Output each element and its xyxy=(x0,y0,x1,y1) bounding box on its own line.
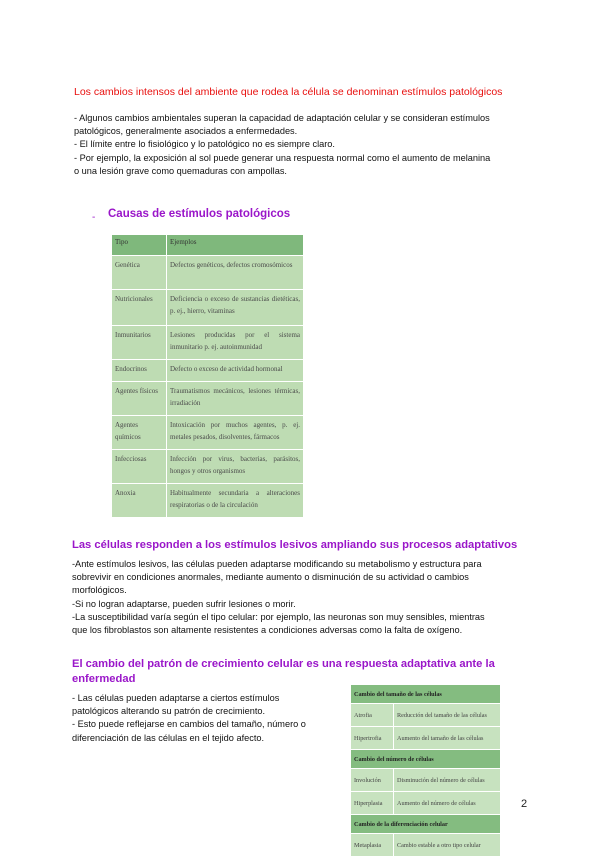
section2-line: -Si no logran adaptarse, pueden sufrir lesiones o morir. xyxy=(72,598,296,609)
table-row xyxy=(351,704,501,727)
table-cell: Agentes químicos xyxy=(112,416,167,450)
table-cell: Infecciosas xyxy=(112,450,167,484)
table-row xyxy=(112,450,304,484)
table-cell: Atrofia xyxy=(351,704,394,727)
section1-line: - Algunos cambios ambientales superan la capacidad de adaptación celular y se consideran estímulos patológicos, generalmente asociados a enfermedades. xyxy=(74,113,490,137)
table-cell: Defectos genéticos, defectos cromosómicos xyxy=(167,256,304,290)
table-cell: Infección por virus, bacterias, parásitos, hongos y otros organismos xyxy=(167,450,304,484)
section3-line: - Esto puede reflejarse en cambios del tamaño, número o diferenciación de las células en el tejido afecto. xyxy=(72,719,306,743)
section3-title: El cambio del patrón de crecimiento celular es una respuesta adaptativa ante la enfermedad xyxy=(72,658,495,685)
table-cell: Inmunitarios xyxy=(112,326,167,360)
section1-line: - Por ejemplo, la exposición al sol puede generar una respuesta normal como el aumento de melanina o una lesión grave como quemaduras con ampollas. xyxy=(74,152,491,176)
causas-table xyxy=(111,234,304,518)
header-tipo: Tipo xyxy=(112,235,167,256)
table-section-title: Cambio del número de células xyxy=(351,750,501,769)
causas-title: Causas de estímulos patológicos xyxy=(108,208,291,220)
table-cell: Reducción del tamaño de las células xyxy=(394,704,501,727)
table-cell: Hiperplasia xyxy=(351,792,394,815)
table-section-title: Cambio del tamaño de las células xyxy=(351,685,501,704)
table-section-row xyxy=(351,815,501,834)
table-cell: Aumento del tamaño de las células xyxy=(394,727,501,750)
table-row xyxy=(112,326,304,360)
table-section-row xyxy=(351,685,501,704)
page-number: 2 xyxy=(521,798,528,810)
table-cell: Genética xyxy=(112,256,167,290)
table-cell: Aumento del número de células xyxy=(394,792,501,815)
table-cell: Deficiencia o exceso de sustancias dietéticas, p. ej., hierro, vitaminas xyxy=(167,290,304,326)
table-row xyxy=(351,792,501,815)
table-row xyxy=(351,727,501,750)
table-header-row xyxy=(112,235,304,256)
table-cell: Intoxicación por muchos agentes, p. ej. metales pesados, disolventes, fármacos xyxy=(167,416,304,450)
table-cell: Habitualmente secundaria a alteraciones respiratorias o de la circulación xyxy=(167,484,304,518)
table-section-row xyxy=(351,750,501,769)
section1-title: Los cambios intensos del ambiente que rodea la célula se denominan estímulos patológicos xyxy=(74,86,503,98)
table-row xyxy=(112,256,304,290)
table-cell: Agentes físicos xyxy=(112,382,167,416)
table-cell: Traumatismos mecánicos, lesiones térmicas, irradiación xyxy=(167,382,304,416)
section3-line: - Las células pueden adaptarse a ciertos estímulos patológicos alterando su patrón de crecimiento. xyxy=(72,693,280,717)
section2-title: Las células responden a los estímulos lesivos ampliando sus procesos adaptativos xyxy=(72,539,518,551)
header-ejemplos: Ejemplos xyxy=(167,235,304,256)
table-cell: Disminución del número de células xyxy=(394,769,501,792)
table-cell: Defecto o exceso de actividad hormonal xyxy=(167,360,304,382)
section2-line: -La susceptibilidad varía según el tipo celular: por ejemplo, las neuronas son muy sensibles, mientras que los fibroblastos son altamente resistentes a condiciones adversas como la falta de oxígeno. xyxy=(72,611,485,636)
table-row xyxy=(112,416,304,450)
table-row xyxy=(112,382,304,416)
table-section-title: Cambio de la diferenciación celular xyxy=(351,815,501,834)
section1-line: - El límite entre lo fisiológico y lo patológico no es siempre claro. xyxy=(74,139,335,150)
table-cell: Involución xyxy=(351,769,394,792)
table-cell: Cambio estable a otro tipo celular xyxy=(394,834,501,857)
bullet-marker: - xyxy=(92,212,96,223)
table-row xyxy=(351,834,501,857)
section2-body xyxy=(72,558,502,637)
table-cell: Lesiones producidas por el sistema inmunitario p. ej. autoinmunidad xyxy=(167,326,304,360)
table-row xyxy=(351,769,501,792)
table-cell: Metaplasia xyxy=(351,834,394,857)
section2-line: -Ante estímulos lesivos, las células pueden adaptarse modificando su metabolismo y estructura para sobrevivir en condiciones anormales, mediante aumento o disminución de su actividad o cambios morfológicos. xyxy=(72,559,482,596)
table-row xyxy=(112,484,304,518)
table-row xyxy=(112,290,304,326)
table-cell: Nutricionales xyxy=(112,290,167,326)
table-cell: Endocrinos xyxy=(112,360,167,382)
table-cell: Hipertrofia xyxy=(351,727,394,750)
section1-body xyxy=(74,112,494,178)
growth-change-table xyxy=(350,684,501,857)
section3-body xyxy=(72,692,317,745)
table-cell: Anoxia xyxy=(112,484,167,518)
table-row xyxy=(112,360,304,382)
